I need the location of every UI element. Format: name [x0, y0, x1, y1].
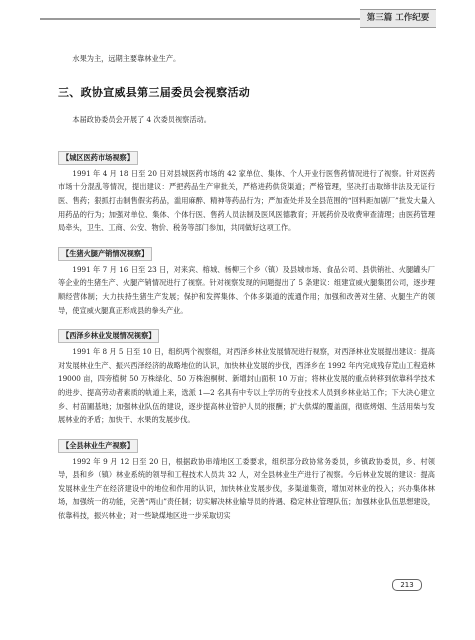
page-content: [58, 52, 435, 523]
section-heading: 【城区医药市场视察】: [58, 151, 138, 165]
section-pig-ham: [58, 235, 435, 317]
section-body: 1991 年 4 月 18 日至 20 日对县城医药市场的 42 家单位、集体、个人开业行医售药情况进行了视察。针对医药市场十分混乱等情况，提出建议：严把药品生产审批关，严格进药供货渠道；严格管理，坚决打击取缔非法及无证行医、售药；狠抓打击制售假劣药品，滥用麻醉、精神等药品行为；严加查处并及全县范围的“回料距加剧厂”批发大量入用药品的行为；加强对单位、集体、个体行医、售药人员法制及医风医德教育；开展药价及收费审查清理；由医药管理局牵头，卫生、工商、公安、物价、税务等部门参加，共同做好这项工作。: [58, 168, 435, 233]
header-rule: [40, 18, 360, 20]
section-heading: 【西泽乡林业发展情况视察】: [58, 329, 159, 343]
section-xize-forestry: [58, 317, 435, 427]
section-body: 1991 年 7 月 16 日至 23 日，对来宾、榕城、杨柳三个乡（镇）及县城市场、食品公司、县供销社、火腿罐头厂等企业的生猪生产、火腿产销情况进行了视察。针对视察发现的问题提出了 5 条建议：组建宣威火腿集团公司，逐步理顺经营体制；大力扶持生猪生产发展；保护和发挥集体、个体多渠道的流通作用；加强和改善对生猪、火腿生产的领导，使宣威火腿真正形成县的拳头产业。: [58, 264, 435, 315]
section-body: 1991 年 8 月 5 日至 10 日，组织两个视察组，对西泽乡林业发展情况进行视察，对西泽林业发展提出建议：提高对发展林业生产、振兴西泽经济的战略地位的认识，加快林业发展的步伐，西泽乡在 1992 年内完成残存荒山工程造林 19000 亩，四旁植树 50 万株绿化、50 万株泡桐树、新增封山面积 10 万亩；将林业发展的重点转移到依靠科学技术的进步、提高劳动者素质的轨道上来，选派 1—2 名具有中专以上学历的专业技术人员到乡林业站工作；下大决心建立乡、村苗圃基地；加强林业队伍的建设，逐步提高林业管护人员的报酬；扩大供煤的覆盖面，彻底烤烟、生活用柴与发展林业的矛盾；加快干、水果的发展步伐。: [58, 347, 435, 425]
section-body: 1992 年 9 月 12 日至 20 日，根据政协串靖地区工委要求，组织部分政协常务委员，乡镇政协委员，乡、村领导，县和乡（镇）林业系统的领导和工程技术人员共 32 人，对全县林业生产进行了视察。今后林业发展的建议：提高发展林业生产在经济建设中的地位和作用的认识，加快林业发展步伐，多渠道集资，增加对林业的投入；兴办集体林场，加强统一的功能，完善“两山”责任制；切实解决林业输导员的待遇、稳定林业管理队伍；加强林业队伍思想建设，依靠科技，振兴林业；对一些缺煤地区进一步采取切实: [58, 456, 435, 521]
section-heading: 【生猪火腿产销情况视察】: [58, 247, 152, 261]
lead-paragraph: 水果为主，远期主要靠林业生产。: [72, 54, 181, 63]
article-title: 三、政协宣威县第三届委员会视察活动: [58, 85, 251, 99]
article-intro: 本届政协委员会开展了 4 次委员视察活动。: [72, 115, 211, 125]
section-county-forestry: [58, 427, 435, 523]
section-medicine-market: [58, 139, 435, 235]
running-header: 第三篇 工作纪要: [360, 9, 436, 28]
section-heading: 【全县林业生产视察】: [58, 439, 138, 453]
page-number: 213: [392, 579, 422, 591]
